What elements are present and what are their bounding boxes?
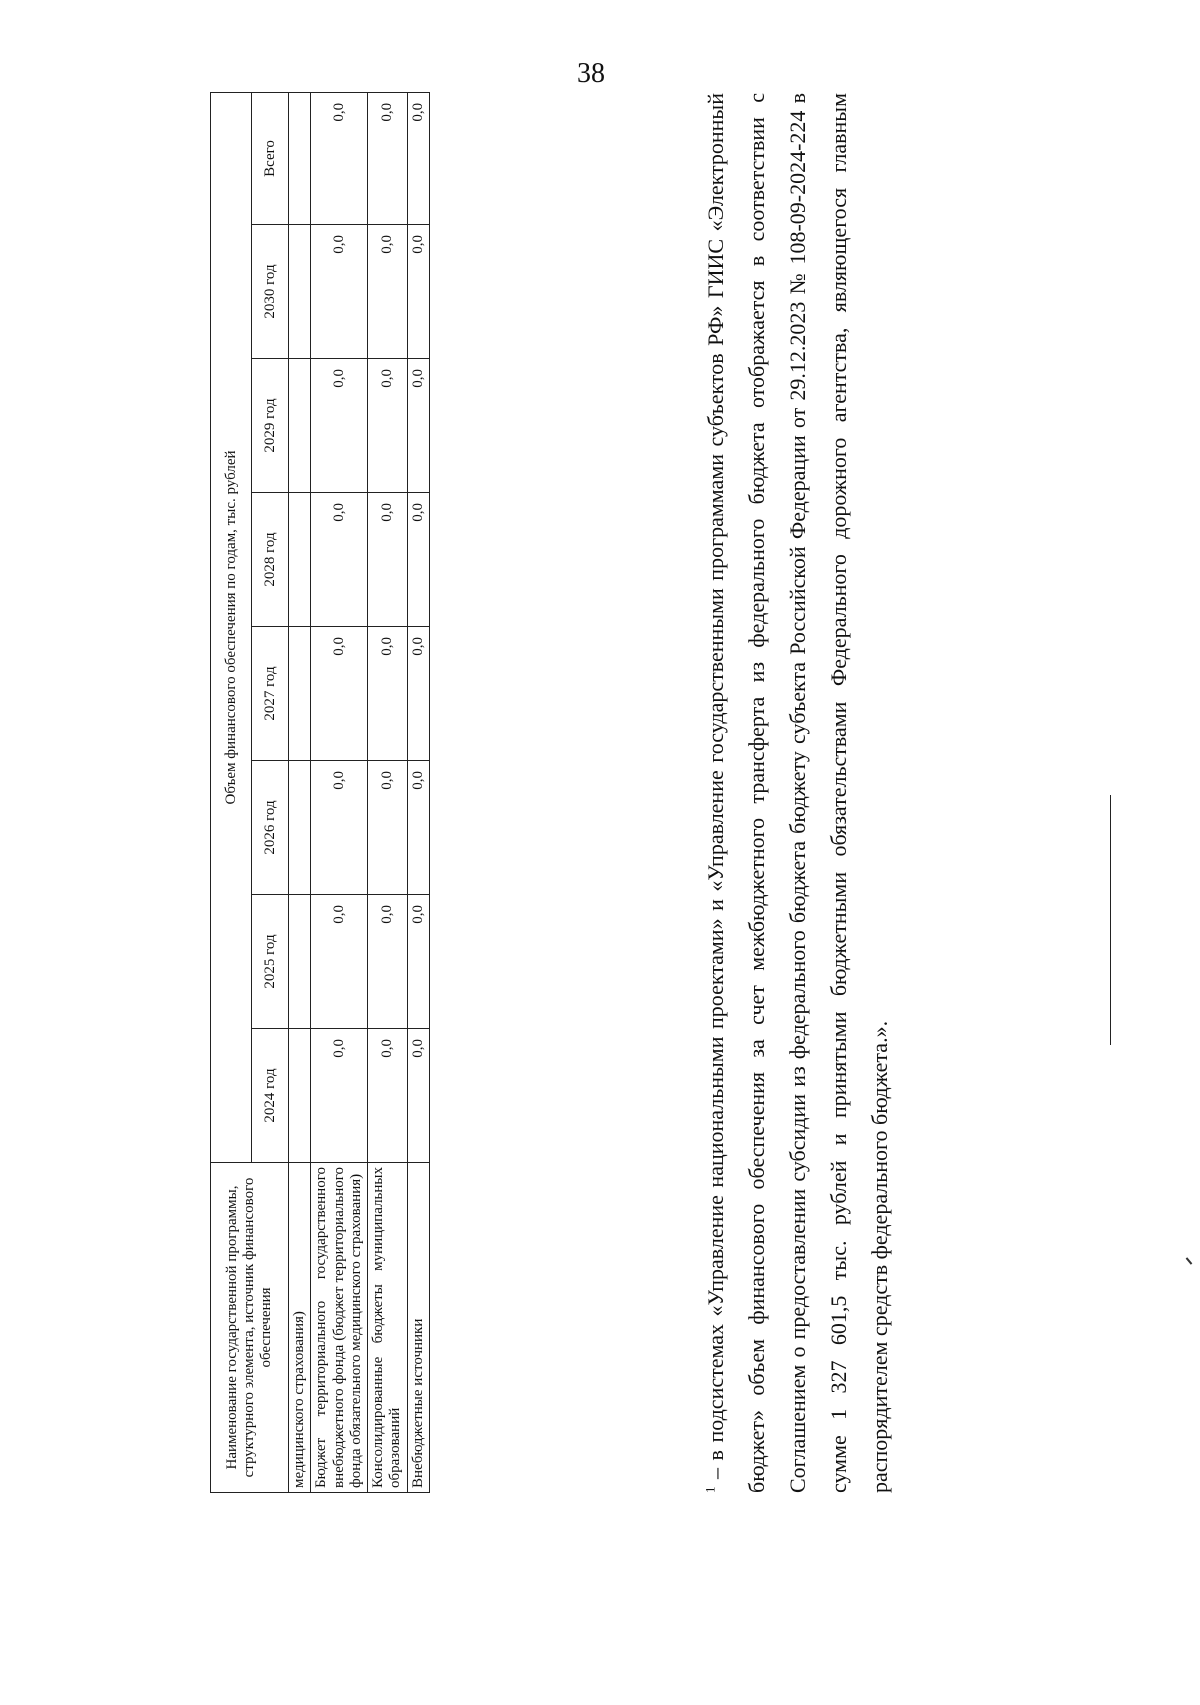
header-year-2024: 2024 год: [252, 1029, 289, 1163]
value-cell: 0,0: [311, 895, 368, 1029]
value-cell: 0,0: [311, 493, 368, 627]
value-cell: 0,0: [311, 627, 368, 761]
value-cell: 0,0: [368, 761, 408, 895]
footnote-text: – в подсистемах «Управление национальными проектами» и «Управление государственными программами субъектов РФ» ГИИС «Электронный бюджет» объем финансового обеспечения за счет межбюджетного трансферта из федерального бюджета отображается в соответствии с Соглашением о предоставлении субсидии из федерального бюджета бюджету субъекта Российской Федерации от 29.12.2023 № 108-09-2024-224 в сумме 1 327 601,5 тыс. рублей и принятыми бюджетными обязательствами Федерального дорожного агентства, являющегося главным распорядителем средств федерального бюджета.».: [703, 93, 892, 1493]
value-cell: 0,0: [368, 92, 408, 224]
value-cell: 0,0: [368, 1029, 408, 1163]
header-total: Всего: [252, 92, 289, 224]
value-cell: 0,0: [311, 359, 368, 493]
value-cell: 0,0: [311, 225, 368, 359]
row-name-cell: Консолидированные бюджеты муниципальных образований: [368, 1163, 408, 1493]
header-year-2028: 2028 год: [252, 493, 289, 627]
value-cell: 0,0: [407, 225, 429, 359]
value-cell: 0,0: [368, 895, 408, 1029]
value-cell: 0,0: [407, 359, 429, 493]
value-cell: 0,0: [407, 493, 429, 627]
value-cell: 0,0: [368, 627, 408, 761]
value-cell: 0,0: [407, 761, 429, 895]
footnote-marker: 1: [702, 1486, 718, 1493]
table-row: [289, 92, 311, 1492]
value-cell: [289, 493, 311, 627]
value-cell: [289, 761, 311, 895]
value-cell: 0,0: [311, 92, 368, 224]
table-row: [368, 92, 408, 1492]
table-row: [311, 92, 368, 1492]
value-cell: 0,0: [407, 895, 429, 1029]
scan-mark: [1186, 1257, 1193, 1264]
value-cell: [289, 225, 311, 359]
header-year-2026: 2026 год: [252, 761, 289, 895]
header-name-column: Наименование государственной программы, структурного элемента, источник финансового обеспечения: [211, 1163, 289, 1493]
value-cell: 0,0: [311, 761, 368, 895]
value-cell: 0,0: [407, 1029, 429, 1163]
value-cell: 0,0: [407, 92, 429, 224]
value-cell: 0,0: [407, 627, 429, 761]
value-cell: 0,0: [368, 359, 408, 493]
value-cell: [289, 92, 311, 224]
footnote: [695, 93, 900, 1493]
table-row: [407, 92, 429, 1492]
header-financing-group: Объем финансового обеспечения по годам, тыс. рублей: [211, 92, 252, 1162]
header-year-2029: 2029 год: [252, 359, 289, 493]
value-cell: 0,0: [368, 493, 408, 627]
header-year-2030: 2030 год: [252, 225, 289, 359]
value-cell: [289, 1029, 311, 1163]
financing-table: [210, 92, 430, 1493]
value-cell: 0,0: [368, 225, 408, 359]
page-number: 38: [577, 58, 605, 89]
value-cell: [289, 895, 311, 1029]
value-cell: 0,0: [311, 1029, 368, 1163]
row-name-cell: Внебюджетные источники: [407, 1163, 429, 1493]
header-year-2025: 2025 год: [252, 895, 289, 1029]
table-header-row-1: [211, 92, 252, 1492]
header-year-2027: 2027 год: [252, 627, 289, 761]
value-cell: [289, 627, 311, 761]
row-name-cell: медицинского страхования): [289, 1163, 311, 1493]
row-name-cell: Бюджет территориального государственного внебюджетного фонда (бюджет территориального фонда обязательного медицинского страхования): [311, 1163, 368, 1493]
footnote-rule: [1110, 795, 1111, 1045]
value-cell: [289, 359, 311, 493]
financing-table-wrap: [210, 93, 430, 1493]
